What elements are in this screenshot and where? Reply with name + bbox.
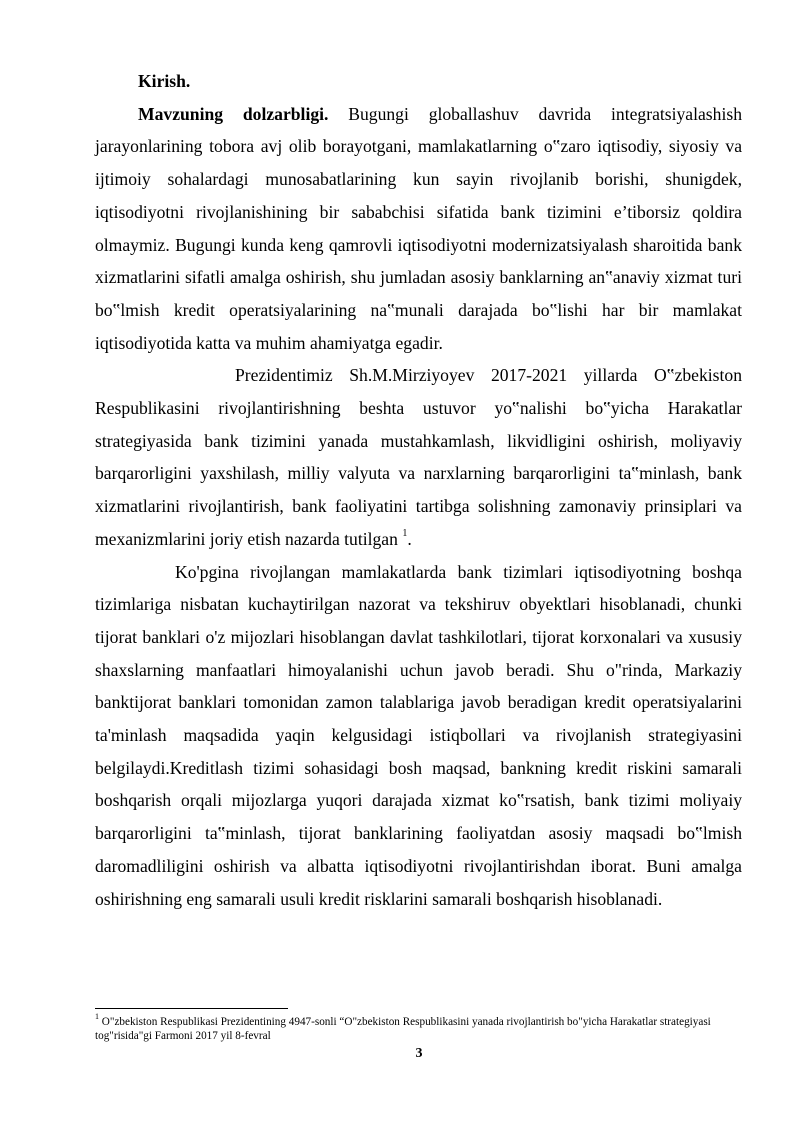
paragraph-body: Ko'pgina rivojlangan mamlakatlarda bank tizimlari iqtisodiyotning boshqa tizimlariga nisbatan kuchaytirilgan nazorat va tekshiruv obyektlari hisoblanadi, chunki tijorat banklari o'z mijozlari hisoblangan davlat tashkilotlari, tijorat korxonalari va xususiy shaxslarning manfaatlari himoyalanishi uchun javob beradi. Shu o"rinda, Markaziy banktijorat banklari tomonidan zamon talablariga javob beradigan kredit operatsiyalarini ta'minlash maqsadida yaqin kelgusidagi istiqbollari va rivojlanish strategiyasini belgilaydi.Kreditlash tizimi sohasidagi bosh maqsad, bankning kredit riskini samarali boshqarish orqali mijozlarga yuqori darajada xizmat ko‟rsatish, bank tizimi moliyaiy barqarorligini ta‟minlash, tijorat banklarining faoliyatdan asosiy maqsadi bo‟lmish daromadliligini oshirish va albatta iqtisodiyotni rivojlantirishdan iborat. Buni amalga oshirishning eng samarali usuli kredit risklarini samarali boshqarish hisoblanadi.	[95, 561, 742, 909]
footnote-separator	[95, 1008, 288, 1009]
footnote	[95, 1012, 742, 1043]
footnote-text: O"zbekiston Respublikasi Prezidentining 4947-sonli “O"zbekiston Respublikasini yanada rivojlantirish bo"yicha Harakatlar strategiyasi tog"risida"gi Farmoni 2017 yil 8-fevral	[95, 1016, 711, 1042]
paragraph-credit	[95, 556, 742, 916]
section-heading: Kirish.	[138, 71, 191, 91]
paragraph-lead-title: Mavzuning dolzarbligi.	[138, 103, 329, 124]
paragraph-body: Bugungi globallashuv davrida integratsiyalashish jarayonlarining tobora avj olib borayotgani, mamlakatlarning o‟zaro iqtisodiy, siyosiy va ijtimoiy sohalardagi munosabatlarining kun sayin rivojlanib borishi, shunigdek, iqtisodiyotni rivojlanishining bir sababchisi sifatida bank tizimini e’tiborsiz qoldira olmaymiz. Bugungi kunda keng qamrovli iqtisodiyotni modernizatsiyalash sharoitida bank xizmatlarini sifatli amalga oshirish, shu jumladan asosiy banklarning an‟anaviy xizmat turi bo‟lmish kredit operatsiyalarining na‟munali darajada bo‟lishi har bir mamlakat iqtisodiyotida katta va muhim ahamiyatga egadir.	[95, 103, 742, 353]
page-number: 3	[415, 1046, 423, 1061]
paragraph-end: .	[407, 528, 412, 549]
footnote-marker: 1	[95, 1012, 99, 1022]
paragraph-relevance	[95, 98, 742, 360]
paragraph-body: Prezidentimiz Sh.M.Mirziyoyev 2017-2021 yillarda O‟zbekiston Respublikasini rivojlantirishning beshta ustuvor yo‟nalishi bo‟yicha Harakatlar strategiyasida bank tizimini yanada mustahkamlash, likvidligini oshirish, moliyaviy barqarorligini yaxshilash, milliy valyuta va narxlarning barqarorligini ta‟minlash, bank xizmatlarini rivojlantirish, bank faoliyatini tartibga solishning zamonaviy prinsiplari va mexanizmlarini joriy etish nazarda tutilgan	[95, 365, 742, 549]
main-text	[95, 65, 742, 915]
paragraph-strategy	[95, 359, 742, 555]
footnote-reference[interactable]: 1	[402, 527, 408, 539]
